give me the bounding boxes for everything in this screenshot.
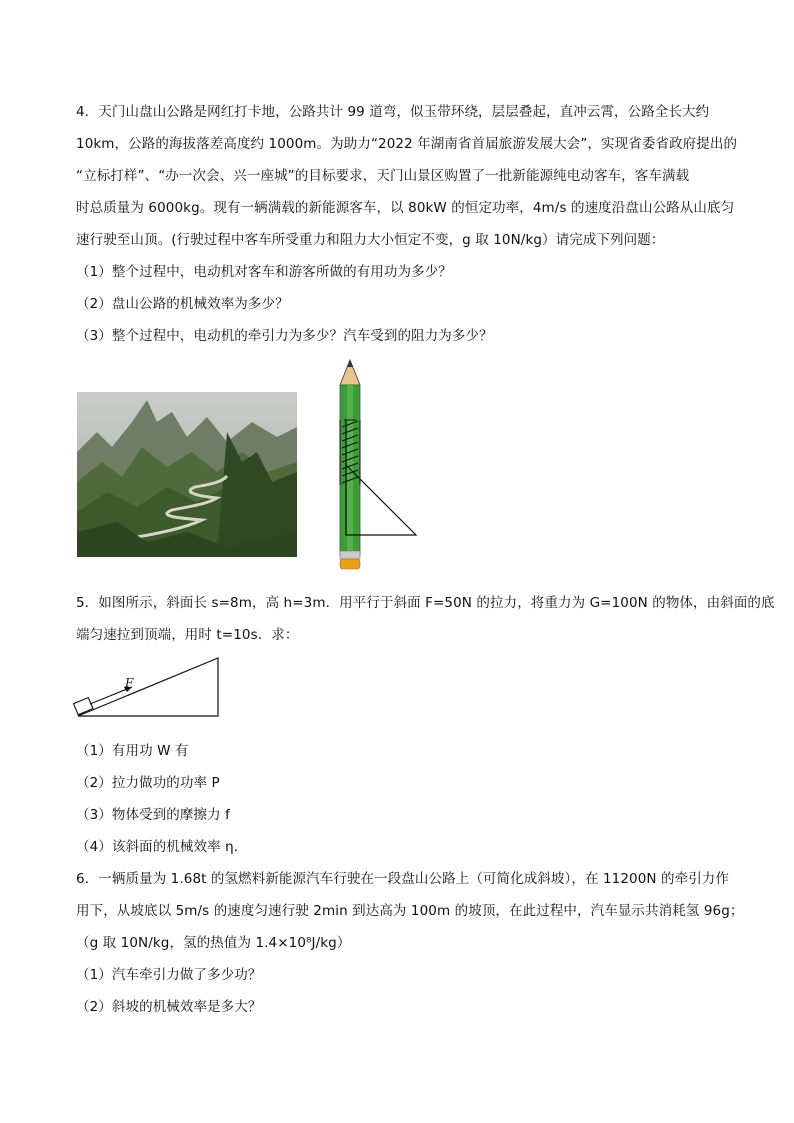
q4-line: 4．天门山盘山公路是网红打卡地，公路共计 99 道弯，似玉带环绕，层层叠起，直冲云霄，公路全长大约 bbox=[76, 104, 710, 120]
q4-question: （2）盘山公路的机械效率为多少？ bbox=[76, 296, 289, 312]
pencil-thread-diagram bbox=[300, 355, 430, 580]
q4-line: “立标打样”、“办一次会、兴一座城”的目标要求，天门山景区购置了一批新能源纯电动客车，客车满载 bbox=[76, 168, 690, 184]
q5-line: 5．如图所示，斜面长 s=8m，高 h=3m．用平行于斜面 F=50N 的拉力，将重力为 G=100N 的物体，由斜面的底 bbox=[76, 595, 775, 611]
q5-question: （2）拉力做功的功率 P bbox=[76, 775, 220, 791]
q6-line: （g 取 10N/kg，氢的热值为 1.4×10⁸J/kg） bbox=[76, 935, 351, 951]
q6-question: （1）汽车牵引力做了多少功？ bbox=[76, 967, 262, 983]
mountain-road-photo bbox=[77, 392, 297, 557]
q5-line: 端匀速拉到顶端，用时 t=10s．求： bbox=[76, 627, 299, 643]
force-label: F bbox=[125, 676, 134, 690]
incline-diagram bbox=[70, 652, 225, 724]
q4-line: 10km，公路的海拔落差高度约 1000m。为助力“2022 年湖南省首届旅游发展大会”，实现省委省政府提出的 bbox=[76, 136, 738, 152]
q4-question: （1）整个过程中，电动机对客车和游客所做的有用功为多少？ bbox=[76, 264, 452, 280]
q5-question: （3）物体受到的摩擦力 f bbox=[76, 807, 230, 823]
q5-question: （4）该斜面的机械效率 η． bbox=[76, 839, 248, 855]
q5-question: （1）有用功 W 有 bbox=[76, 743, 189, 759]
q6-line: 用下，从坡底以 5m/s 的速度匀速行驶 2min 到达高为 100m 的坡顶，在此过程中，汽车显示共消耗氢 96g； bbox=[76, 903, 744, 919]
q6-question: （2）斜坡的机械效率是多大？ bbox=[76, 999, 262, 1015]
q4-line: 速行驶至山顶。(行驶过程中客车所受重力和阻力大小恒定不变，g 取 10N/kg）请完成下列问题： bbox=[76, 232, 665, 248]
q6-line: 6．一辆质量为 1.68t 的氢燃料新能源汽车行驶在一段盘山公路上（可简化成斜坡），在 11200N 的牵引力作 bbox=[76, 871, 729, 887]
q4-question: （3）整个过程中，电动机的牵引力为多少？汽车受到的阻力为多少？ bbox=[76, 328, 493, 344]
q4-line: 时总质量为 6000kg。现有一辆满载的新能源客车，以 80kW 的恒定功率，4m/s 的速度沿盘山公路从山底匀 bbox=[76, 200, 735, 216]
